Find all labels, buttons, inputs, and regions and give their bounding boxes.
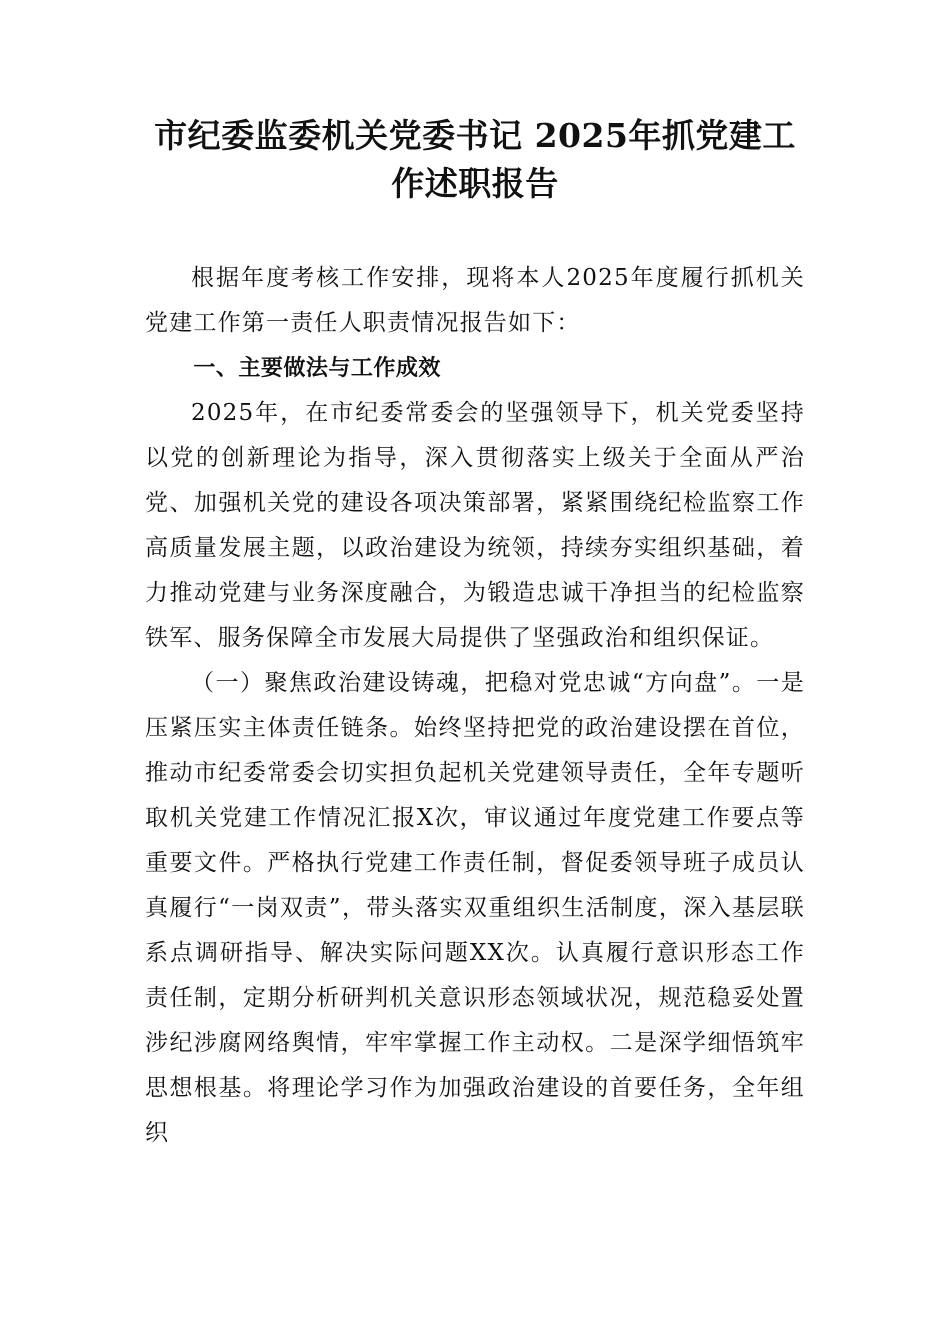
title-line-2: 作述职报告 [391, 164, 559, 203]
document-title [145, 112, 805, 208]
subsection-1-paragraph: （一）聚焦政治建设铸魂，把稳对党忠诚“方向盘”。一是压紧压实主体责任链条。始终坚持把党的政治建设摆在首位，推动市纪委常委会切实担负起机关党建领导责任，全年专题听取机关党建工作情况汇报X次，审议通过年度党建工作要点等重要文件。严格执行党建工作责任制，督促委领导班子成员认真履行“一岗双责”，带头落实双重组织生活制度，深入基层联系点调研指导、解决实际问题XX次。认真履行意识形态工作责任制，定期分析研判机关意识形态领域状况，规范稳妥处置涉纪涉腐网络舆情，牢牢掌握工作主动权。二是深学细悟筑牢思想根基。将理论学习作为加强政治建设的首要任务，全年组织 [145, 670, 805, 1146]
section-heading-1: 一、主要做法与工作成效 [193, 356, 441, 381]
title-line-1: 市纪委监委机关党委书记 2025年抓党建工 [154, 116, 796, 155]
intro-paragraph: 根据年度考核工作安排，现将本人2025年度履行抓机关党建工作第一责任人职责情况报告如下： [145, 265, 805, 336]
section-1-paragraph: 2025年，在市纪委常委会的坚强领导下，机关党委坚持以党的创新理论为指导，深入贯彻落实上级关于全面从严治党、加强机关党的建设各项决策部署，紧紧围绕纪检监察工作高质量发展主题，以政治建设为统领，持续夯实组织基础，着力推动党建与业务深度融合，为锻造忠诚干净担当的纪检监察铁军、服务保障全市发展大局提供了坚强政治和组织保证。 [145, 400, 805, 651]
document-body [145, 256, 805, 1156]
document-page [145, 112, 805, 1156]
